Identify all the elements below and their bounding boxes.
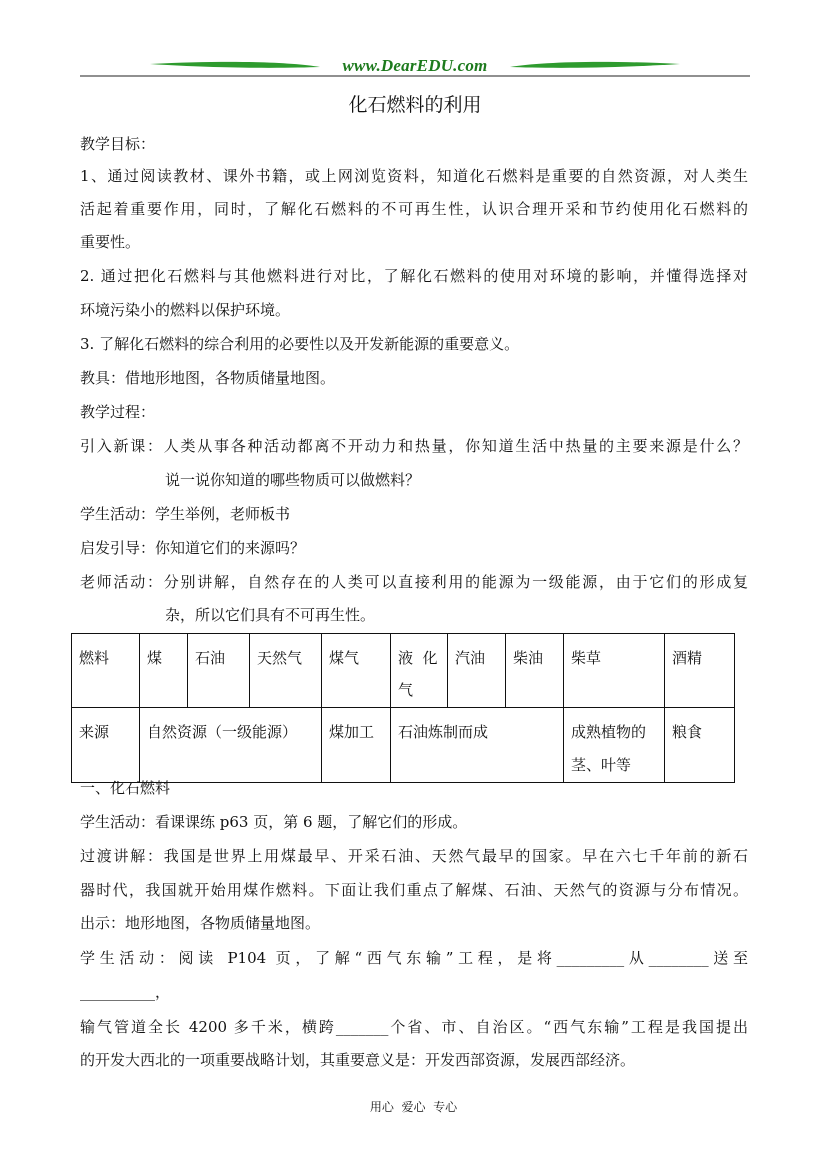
table-cell: 石油: [188, 634, 250, 708]
cell-line: 茎、叶等: [571, 756, 632, 774]
text-line: 2. 通过把化石燃料与其他燃料进行对比，了解化石燃料的使用对环境的影响，并懂得选择对: [80, 267, 748, 285]
cell-line: 液 化: [398, 649, 438, 667]
text-line: 重要性。: [80, 233, 141, 251]
table-cell: 自然资源（一级能源）: [140, 708, 322, 783]
table-cell: 来源: [72, 708, 140, 783]
text-line: __________，: [80, 983, 171, 1001]
page-title: 化石燃料的利用: [348, 94, 482, 116]
text-line: 说一说你知道的哪些物质可以做燃料？: [165, 471, 421, 489]
brand-logo: www.DearEDU.com: [80, 56, 750, 76]
table-cell: 柴草: [564, 634, 665, 708]
table-cell: 燃料: [72, 634, 140, 708]
text-line: 教具：借地形地图，各物质储量地图。: [80, 369, 336, 387]
table-cell: 酒精: [665, 634, 735, 708]
text-line: 启发引导：你知道它们的来源吗？: [80, 539, 306, 557]
text-line: 3. 了解化石燃料的综合利用的必要性以及开发新能源的重要意义。: [80, 335, 520, 353]
table-cell: 石油炼制而成: [391, 708, 564, 783]
text-line: 学生活动：学生举例，老师板书: [80, 505, 291, 523]
site-header: [80, 52, 750, 80]
text-line: 活起着重要作用，同时，了解化石燃料的不可再生性，认识合理开采和节约使用化石燃料的: [80, 200, 748, 218]
section-heading: 一、化石燃料: [80, 779, 171, 797]
table-row: [72, 634, 735, 708]
cell-line: 成熟植物的: [571, 723, 647, 741]
text-line: 学生活动：阅读 P104 页，了解“西气东输”工程，是将_________从________送至: [80, 949, 748, 967]
table-row: [72, 708, 735, 783]
text-line: 学生活动：看课课练 p63 页，第 6 题，了解它们的形成。: [80, 813, 468, 831]
text-line: 的开发大西北的一项重要战略计划，其重要意义是：开发西部资源，发展西部经济。: [80, 1051, 636, 1069]
table-cell: 天然气: [250, 634, 322, 708]
text-line: 老师活动：分别讲解，自然存在的人类可以直接利用的能源为一级能源，由于它们的形成复: [80, 573, 748, 591]
text-line: 出示：地形地图，各物质储量地图。: [80, 914, 321, 932]
text-line: 过渡讲解：我国是世界上用煤最早、开采石油、天然气最早的国家。早在六七千年前的新石: [80, 847, 748, 865]
table-cell: 汽油: [448, 634, 506, 708]
table-cell: [391, 634, 448, 708]
text-line: 器时代，我国就开始用煤作燃料。下面让我们重点了解煤、石油、天然气的资源与分布情况。: [80, 881, 748, 899]
table-cell: 煤加工: [322, 708, 391, 783]
text-line: 环境污染小的燃料以保护环境。: [80, 301, 291, 319]
table-cell: 粮食: [665, 708, 735, 783]
table-cell: 柴油: [506, 634, 564, 708]
page-footer: 用心 爱心 专心: [369, 1100, 458, 1114]
fuel-table: [71, 633, 735, 783]
text-line: 1、通过阅读教材、课外书籍，或上网浏览资料，知道化石燃料是重要的自然资源，对人类生: [80, 167, 748, 185]
text-line: 输气管道全长 4200 多千米，横跨_______个省、市、自治区。“西气东输”工程是我国提出: [80, 1018, 748, 1036]
text-line: 引入新课：人类从事各种活动都离不开动力和热量，你知道生活中热量的主要来源是什么？: [80, 437, 748, 455]
text-line: 杂，所以它们具有不可再生性。: [165, 606, 376, 624]
table-cell: [564, 708, 665, 783]
text-line: 教学目标：: [80, 135, 156, 153]
table-cell: 煤气: [322, 634, 391, 708]
table-cell: 煤: [140, 634, 188, 708]
cell-line: 气: [398, 681, 414, 699]
text-line: 教学过程：: [80, 403, 156, 421]
